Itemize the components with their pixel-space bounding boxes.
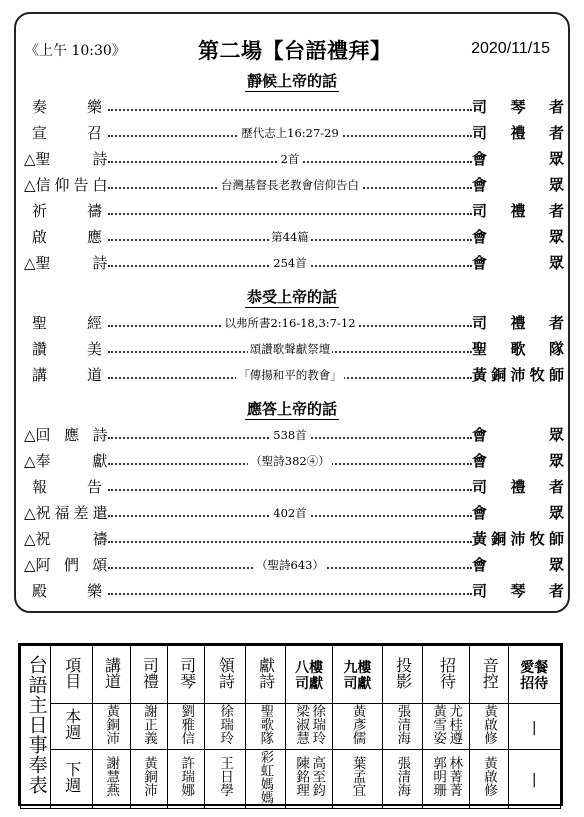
service-leader-char: 會 xyxy=(472,176,488,194)
roster-column-header xyxy=(168,646,205,704)
service-item-char: 詩 xyxy=(92,426,108,444)
service-item-char: 樂 xyxy=(86,98,102,116)
service-item-label xyxy=(36,554,108,575)
service-leader xyxy=(472,424,564,445)
standing-mark: △ xyxy=(24,426,36,444)
roster-column-header-text xyxy=(295,660,323,692)
service-detail-text: 第44篇 xyxy=(271,230,309,244)
roster-column-header-text: 音控 xyxy=(480,656,500,689)
service-leader-char: 司 xyxy=(472,582,488,600)
standing-mark: △ xyxy=(24,504,36,522)
service-row xyxy=(24,336,564,360)
service-item xyxy=(24,96,106,117)
service-item-label xyxy=(24,476,102,497)
standing-mark: △ xyxy=(24,530,36,548)
service-item-char: 殿 xyxy=(32,582,48,600)
service-item xyxy=(24,528,106,549)
service-leader-char: 隊 xyxy=(548,340,564,358)
service-leader xyxy=(472,174,564,195)
service-detail xyxy=(108,427,472,443)
roster-cell-text: 葉孟宜 xyxy=(349,756,366,797)
service-leader-char: 者 xyxy=(548,124,564,142)
roster-column-header-text: 招待 xyxy=(437,656,457,689)
roster-cell-text: | xyxy=(531,719,537,736)
service-leader-char: 禮 xyxy=(510,202,526,220)
service-item-char: 福 xyxy=(54,504,70,522)
duty-roster-table xyxy=(20,645,561,809)
roster-cell-text: 許瑞娜 xyxy=(178,756,195,797)
service-item-label xyxy=(24,96,102,117)
roster-column-header xyxy=(508,646,560,704)
service-detail-text: 台灣基督長老教會信仰告白 xyxy=(221,178,359,192)
roster-column-header xyxy=(285,646,332,704)
service-item xyxy=(24,476,106,497)
roster-cell-text: 郭明珊 xyxy=(430,756,447,797)
roster-cell-pair xyxy=(294,756,324,797)
service-leader-char: 司 xyxy=(472,98,488,116)
service-date: 2020/11/15 xyxy=(471,40,550,57)
service-item-char: 差 xyxy=(73,504,89,522)
service-leader xyxy=(472,122,564,143)
service-item xyxy=(24,364,106,385)
service-row xyxy=(24,310,564,334)
service-leader xyxy=(472,148,564,169)
service-row xyxy=(24,526,564,550)
service-leader-char: 會 xyxy=(472,556,488,574)
service-item-char: 頌 xyxy=(92,556,108,574)
service-item-char: 詩 xyxy=(92,254,108,272)
service-item-char: 讚 xyxy=(32,340,48,358)
service-row xyxy=(24,120,564,144)
service-leader-char: 禮 xyxy=(510,314,526,332)
service-item-char: 祈 xyxy=(32,202,48,220)
service-leader-char: 琴 xyxy=(510,582,526,600)
roster-corner-text: 項目 xyxy=(62,656,82,689)
roster-column-header-line: 八樓 xyxy=(295,659,324,676)
roster-cell-text: 陳銘理 xyxy=(293,756,310,797)
service-leader-char: 眾 xyxy=(548,228,564,246)
service-leader-char: 眾 xyxy=(548,452,564,470)
service-item-char: 報 xyxy=(32,478,48,496)
roster-cell xyxy=(508,749,560,808)
section-title xyxy=(16,286,568,307)
service-leader-char: 眾 xyxy=(548,254,564,272)
service-leader-char: 會 xyxy=(472,452,488,470)
service-item xyxy=(24,580,106,601)
roster-cell xyxy=(470,704,508,750)
service-leader xyxy=(472,554,564,575)
service-item-char: 啟 xyxy=(32,228,48,246)
service-item xyxy=(24,450,106,471)
service-item xyxy=(24,200,106,221)
service-leader-char: 會 xyxy=(472,228,488,246)
service-item xyxy=(24,502,106,523)
service-item-char: 聖 xyxy=(35,254,51,272)
roster-cell xyxy=(130,704,167,750)
service-leader-char: 眾 xyxy=(548,426,564,444)
section-title xyxy=(16,398,568,419)
service-leader-char: 者 xyxy=(548,98,564,116)
service-leader-char: 牧 xyxy=(529,530,545,548)
service-row xyxy=(24,198,564,222)
standing-mark: △ xyxy=(24,452,36,470)
service-item-char: 禱 xyxy=(86,202,102,220)
service-item-label xyxy=(24,338,102,359)
service-leader-char: 禮 xyxy=(510,124,526,142)
service-item xyxy=(24,554,106,575)
service-item-char: 白 xyxy=(92,176,108,194)
service-detail xyxy=(108,341,472,357)
service-item xyxy=(24,148,106,169)
roster-cell-text: 徐瑞玲 xyxy=(309,704,326,745)
service-row xyxy=(24,146,564,170)
service-leader-char: 沛 xyxy=(510,366,526,384)
roster-cell-text: 林菁菁 xyxy=(446,756,463,797)
roster-column-header-text xyxy=(343,660,371,692)
roster-row-label xyxy=(51,704,92,750)
service-item xyxy=(24,424,106,445)
roster-cell-text: | xyxy=(531,772,537,788)
roster-cell xyxy=(92,704,130,750)
service-item-label xyxy=(24,364,102,385)
section-title-text: 應答上帝的話 xyxy=(246,400,337,418)
roster-cell xyxy=(130,749,167,808)
service-item-char: 告 xyxy=(73,176,89,194)
service-leader-char: 眾 xyxy=(548,176,564,194)
roster-side-title-text: 台語主日事奉表 xyxy=(25,654,48,795)
roster-cell xyxy=(285,749,332,808)
service-item xyxy=(24,174,106,195)
roster-column-header-text: 司琴 xyxy=(177,656,197,689)
service-item-label xyxy=(36,252,108,273)
roster-side-title xyxy=(21,646,51,809)
service-item xyxy=(24,122,106,143)
section-title-text: 靜候上帝的話 xyxy=(246,72,337,90)
service-leader xyxy=(472,528,564,549)
roster-cell-text: 劉雅信 xyxy=(178,704,195,745)
roster-cell xyxy=(333,704,382,750)
service-leader xyxy=(472,96,564,117)
roster-cell xyxy=(470,749,508,808)
roster-cell-text: 黃彥儒 xyxy=(349,704,366,745)
service-leader-char: 歌 xyxy=(510,340,526,358)
service-detail-text: 「傳揚和平的教會」 xyxy=(238,368,342,382)
service-item-label xyxy=(24,312,102,333)
service-row xyxy=(24,362,564,386)
service-leader-char: 黃 xyxy=(472,530,488,548)
roster-cell-text: 黃雪姿 xyxy=(430,704,447,745)
service-item-char: 經 xyxy=(86,314,102,332)
service-detail-text: （聖詩643） xyxy=(256,558,324,572)
service-detail xyxy=(108,255,472,271)
service-detail xyxy=(108,151,472,167)
service-item-char: 宣 xyxy=(32,124,48,142)
service-leader-char: 沛 xyxy=(510,530,526,548)
service-item-label xyxy=(36,528,108,549)
roster-column-header-text: 投影 xyxy=(393,656,413,689)
section-title-text: 恭受上帝的話 xyxy=(246,288,337,306)
roster-cell-pair xyxy=(294,704,324,745)
leader-dots xyxy=(108,109,472,111)
roster-column-header-text: 講道 xyxy=(102,656,122,689)
roster-cell xyxy=(508,704,560,750)
service-detail xyxy=(108,505,472,521)
service-item-label xyxy=(24,122,102,143)
service-item-label xyxy=(24,226,102,247)
service-item-label xyxy=(36,450,108,471)
service-leader-char: 聖 xyxy=(472,340,488,358)
roster-cell-text: 謝慧燕 xyxy=(103,756,120,797)
service-item-char: 們 xyxy=(64,556,80,574)
service-item-char: 講 xyxy=(32,366,48,384)
roster-column-header-text: 獻詩 xyxy=(256,656,276,689)
roster-cell xyxy=(245,749,285,808)
roster-row xyxy=(21,749,561,808)
service-item-char: 奏 xyxy=(32,98,48,116)
roster-column-header xyxy=(130,646,167,704)
service-row xyxy=(24,224,564,248)
service-detail xyxy=(108,177,472,193)
service-item-char: 聖 xyxy=(32,314,48,332)
roster-column-header xyxy=(205,646,245,704)
roster-column-header xyxy=(422,646,469,704)
service-detail-text: 402首 xyxy=(273,506,307,520)
standing-mark: △ xyxy=(24,150,36,168)
roster-row xyxy=(21,704,561,750)
service-item-label xyxy=(36,424,108,445)
roster-cell-text: 謝正義 xyxy=(141,704,158,745)
service-detail-text: 歷代志上16:27-29 xyxy=(241,126,339,140)
roster-cell-text: 張清海 xyxy=(394,704,411,745)
service-leader-char: 眾 xyxy=(548,150,564,168)
service-item xyxy=(24,226,106,247)
service-row xyxy=(24,474,564,498)
roster-cell xyxy=(92,749,130,808)
service-leader xyxy=(472,312,564,333)
roster-cell-text: 聖歌隊 xyxy=(257,704,274,745)
service-leader-char: 會 xyxy=(472,504,488,522)
service-item-char: 遣 xyxy=(92,504,108,522)
service-leader-char: 師 xyxy=(548,530,564,548)
roster-cell xyxy=(245,704,285,750)
roster-column-header-line: 招待 xyxy=(520,676,549,692)
service-item-char: 獻 xyxy=(92,452,108,470)
service-row xyxy=(24,422,564,446)
roster-cell xyxy=(205,749,245,808)
roster-cell-text: 尤桂遵 xyxy=(446,704,463,745)
service-leader xyxy=(472,580,564,601)
service-detail-text: 頌讚歌聲獻祭壇 xyxy=(249,342,331,356)
service-item xyxy=(24,312,106,333)
service-leader xyxy=(472,476,564,497)
service-leader-char: 者 xyxy=(548,582,564,600)
service-detail-text: 538首 xyxy=(273,428,307,442)
service-item-char: 告 xyxy=(86,478,102,496)
service-row xyxy=(24,448,564,472)
service-leader-char: 司 xyxy=(472,124,488,142)
service-detail xyxy=(108,125,472,141)
roster-column-header-line: 九樓 xyxy=(343,659,372,676)
service-leader-char: 眾 xyxy=(548,504,564,522)
service-item-label xyxy=(36,174,108,195)
service-detail-text: 254首 xyxy=(273,256,307,270)
service-item-char: 召 xyxy=(86,124,102,142)
roster-cell xyxy=(422,704,469,750)
leader-dots xyxy=(108,213,472,215)
service-leader xyxy=(472,200,564,221)
service-leader-char: 銅 xyxy=(491,530,507,548)
roster-column-header-line: 司獻 xyxy=(343,676,372,692)
roster-cell xyxy=(205,704,245,750)
roster-cell-text: 高至鈞 xyxy=(309,756,326,797)
service-leader-char: 眾 xyxy=(548,556,564,574)
service-item-char: 聖 xyxy=(35,150,51,168)
roster-cell-text: 彩虹媽媽 xyxy=(257,749,274,804)
roster-corner xyxy=(51,646,92,704)
service-item-char: 應 xyxy=(86,228,102,246)
service-leader xyxy=(472,226,564,247)
roster-column-header xyxy=(382,646,422,704)
roster-cell-pair xyxy=(431,756,461,797)
service-leader-char: 會 xyxy=(472,150,488,168)
roster-cell-text: 徐瑞玲 xyxy=(217,704,234,745)
service-detail xyxy=(108,557,472,573)
roster-column-header-text xyxy=(520,660,548,692)
roster-cell-text: 張清海 xyxy=(394,756,411,797)
service-item-char: 美 xyxy=(86,340,102,358)
service-item-char: 仰 xyxy=(54,176,70,194)
service-item xyxy=(24,338,106,359)
service-leader-char: 黃 xyxy=(472,366,488,384)
service-item-char: 禱 xyxy=(92,530,108,548)
service-leader xyxy=(472,338,564,359)
roster-row-label-text: 本週 xyxy=(62,708,82,741)
service-row xyxy=(24,500,564,524)
service-leader-char: 司 xyxy=(472,478,488,496)
service-item-char: 祝 xyxy=(35,530,51,548)
section-title xyxy=(16,70,568,91)
order-of-service xyxy=(14,12,570,613)
service-leader xyxy=(472,502,564,523)
roster-cell xyxy=(168,704,205,750)
service-leader-char: 者 xyxy=(548,314,564,332)
service-leader-char: 會 xyxy=(472,254,488,272)
service-detail-text: 以弗所書2:16-18,3:7-12 xyxy=(224,316,356,330)
service-leader xyxy=(472,364,564,385)
service-row xyxy=(24,578,564,602)
service-title: 第二場【台語禮拜】 xyxy=(198,39,392,63)
service-item-char: 樂 xyxy=(86,582,102,600)
duty-roster xyxy=(18,643,563,806)
service-leader-char: 會 xyxy=(472,426,488,444)
roster-cell-text: 王日學 xyxy=(217,756,234,797)
roster-row-label-text: 下週 xyxy=(62,760,82,793)
roster-cell-text: 梁淑慧 xyxy=(293,704,310,745)
roster-cell xyxy=(422,749,469,808)
service-detail xyxy=(108,453,472,469)
roster-cell xyxy=(285,704,332,750)
standing-mark: △ xyxy=(24,176,36,194)
roster-cell-text: 黃啟修 xyxy=(480,704,497,745)
service-item xyxy=(24,252,106,273)
service-leader-char: 司 xyxy=(472,202,488,220)
leader-dots xyxy=(108,489,472,491)
service-item-char: 祝 xyxy=(35,504,51,522)
roster-cell xyxy=(382,749,422,808)
service-item-label xyxy=(36,148,108,169)
service-leader-char: 禮 xyxy=(510,478,526,496)
roster-row-label xyxy=(51,749,92,808)
service-row xyxy=(24,94,564,118)
service-time: 《上午 10:30》 xyxy=(25,43,126,59)
standing-mark: △ xyxy=(24,254,36,272)
roster-cell-text: 黃銅沛 xyxy=(103,704,120,745)
service-item-label xyxy=(24,200,102,221)
roster-column-header-line: 愛餐 xyxy=(520,659,549,676)
service-item-label xyxy=(24,580,102,601)
service-leader xyxy=(472,252,564,273)
service-leader-char: 司 xyxy=(472,314,488,332)
roster-cell-pair xyxy=(431,704,461,745)
roster-cell xyxy=(382,704,422,750)
service-leader xyxy=(472,450,564,471)
leader-dots xyxy=(108,541,472,543)
service-row xyxy=(24,552,564,576)
roster-cell-text: 黃銅沛 xyxy=(141,756,158,797)
roster-header-row xyxy=(21,646,561,704)
roster-column-header-line: 司獻 xyxy=(295,676,324,692)
standing-mark: △ xyxy=(24,556,36,574)
service-item-char: 詩 xyxy=(92,150,108,168)
service-leader-char: 銅 xyxy=(491,366,507,384)
roster-cell xyxy=(333,749,382,808)
roster-column-header xyxy=(470,646,508,704)
service-item-char: 信 xyxy=(35,176,51,194)
service-item-label xyxy=(36,502,108,523)
roster-column-header-text: 領詩 xyxy=(216,656,236,689)
service-leader-char: 師 xyxy=(548,366,564,384)
roster-cell-text: 黃啟修 xyxy=(480,756,497,797)
service-item-char: 回 xyxy=(35,426,51,444)
leader-dots xyxy=(108,593,472,595)
roster-column-header xyxy=(245,646,285,704)
service-leader-char: 者 xyxy=(548,478,564,496)
service-detail xyxy=(108,229,472,245)
service-item-char: 道 xyxy=(86,366,102,384)
service-detail-text: 2首 xyxy=(280,152,300,166)
roster-cell xyxy=(168,749,205,808)
roster-column-header xyxy=(92,646,130,704)
service-leader-char: 者 xyxy=(548,202,564,220)
service-detail xyxy=(108,315,472,331)
service-item-char: 阿 xyxy=(35,556,51,574)
service-leader-char: 琴 xyxy=(510,98,526,116)
roster-column-header xyxy=(333,646,382,704)
service-detail-text: （聖詩382④） xyxy=(250,454,330,468)
service-item-char: 應 xyxy=(64,426,80,444)
service-detail xyxy=(108,367,472,383)
roster-column-header-text: 司禮 xyxy=(140,656,160,689)
service-row xyxy=(24,172,564,196)
service-row xyxy=(24,250,564,274)
service-leader-char: 牧 xyxy=(529,366,545,384)
service-item-char: 奉 xyxy=(35,452,51,470)
